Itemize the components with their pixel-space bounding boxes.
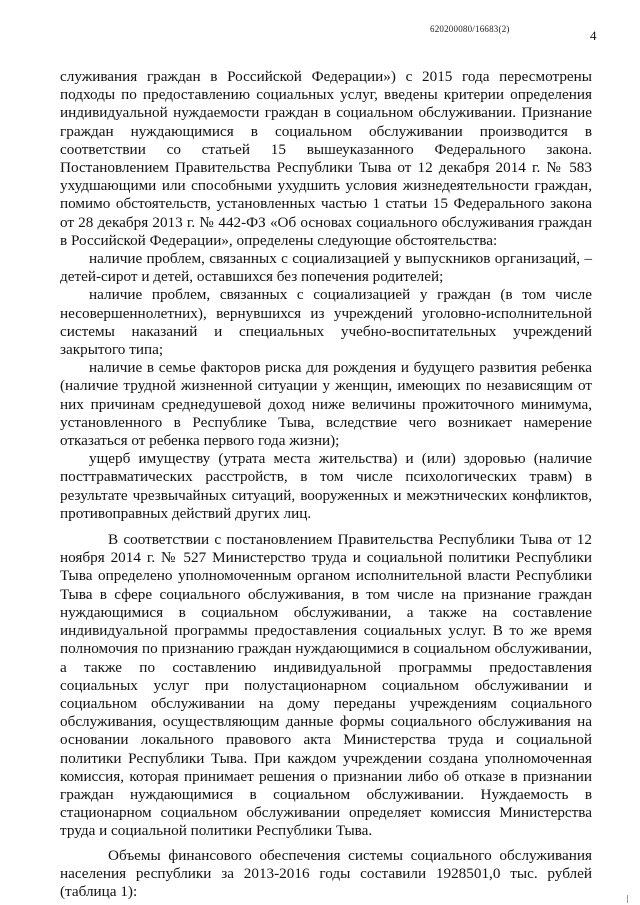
paragraph-continuation: служивания граждан в Российской Федерации») с 2015 года пересмотрены подходы по предоставлению социальных услуг, введены критерии определения индивидуальной нуждаемости граждан в социальном обслуживании. Признание граждан нуждающимися в социальном обслуживании производится в соответствии со статьей 15 вышеуказанного Федерального закона. Постановлением Правительства Республики Тыва от 12 декабря 2014 г. № 583 ухудшающими или способными ухудшить условия жизнедеятельности граждан, помимо обстоятельств, установленных частью 1 статьи 15 Федерального закона от 28 декабря 2013 г. № 442-ФЗ «Об основах социального обслуживания граждан в Российской Федерации», определены следующие обстоятельства: bbox=[60, 68, 592, 249]
paragraph-financing: Объемы финансового обеспечения системы социального обслуживания населения республики за 2013-2016 годы составили 1928501,0 тыс. рублей (таблица 1): bbox=[60, 846, 592, 900]
paragraph-list-item: наличие проблем, связанных с социализацией у выпускников организаций, – детей-сирот и детей, оставшихся без попечения родителей; bbox=[60, 250, 592, 286]
document-body bbox=[60, 68, 592, 901]
paragraph-list-item: наличие в семье факторов риска для рождения и будущего развития ребенка (наличие трудной жизненной ситуации у женщин, имеющих по независящим от них причинам среднедушевой доход ниже величины прожиточного минимума, установленного в Республике Тыва, вследствие чего возникает намерение отказаться от ребенка первого года жизни); bbox=[60, 359, 592, 450]
document-id: 620200080/16683(2) bbox=[430, 24, 510, 34]
paragraph-ministry-authority: В соответствии с постановлением Правительства Республики Тыва от 12 ноября 2014 г. № 527 Министерство труда и социальной политики Республики Тыва определено уполномоченным органом исполнительной власти Республики Тыва в сфере социального обслуживания, в том числе на признание граждан нуждающимися в социальном обслуживании, а также на составление индивидуальной программы предоставления социальных услуг. В то же время полномочия по признанию граждан нуждающимися в социальном обслуживании, а также по составлению индивидуальной программы предоставления социальных услуг при полустационарном социальном обслуживании и социальном обслуживании на дому переданы учреждениям социального обслуживания, осуществляющим данные формы социального обслуживания на основании локального правового акта Министерства труда и социальной политики Республики Тыва. При каждом учреждении создана уполномоченная комиссия, которая принимает решения о признании либо об отказе в признании граждан нуждающимися в социальном обслуживании. Нуждаемость в стационарном социальном обслуживании определяет комиссия Министерства труда и социальной политики Республики Тыва. bbox=[60, 531, 592, 840]
paragraph-list-item: наличие проблем, связанных с социализацией у граждан (в том числе несовершеннолетних), вернувшихся из учреждений уголовно-исполнительной системы наказаний и специальных учебно-воспитательных учреждений закрытого типа; bbox=[60, 286, 592, 359]
paragraph-list-item: ущерб имуществу (утрата места жительства) и (или) здоровью (наличие посттравматических расстройств, в том числе психологических травм) в результате чрезвычайных ситуаций, вооруженных и межэтнических конфликтов, противоправных действий других лиц. bbox=[60, 450, 592, 522]
page-number: 4 bbox=[590, 28, 597, 43]
scan-edge-mark bbox=[627, 895, 632, 903]
